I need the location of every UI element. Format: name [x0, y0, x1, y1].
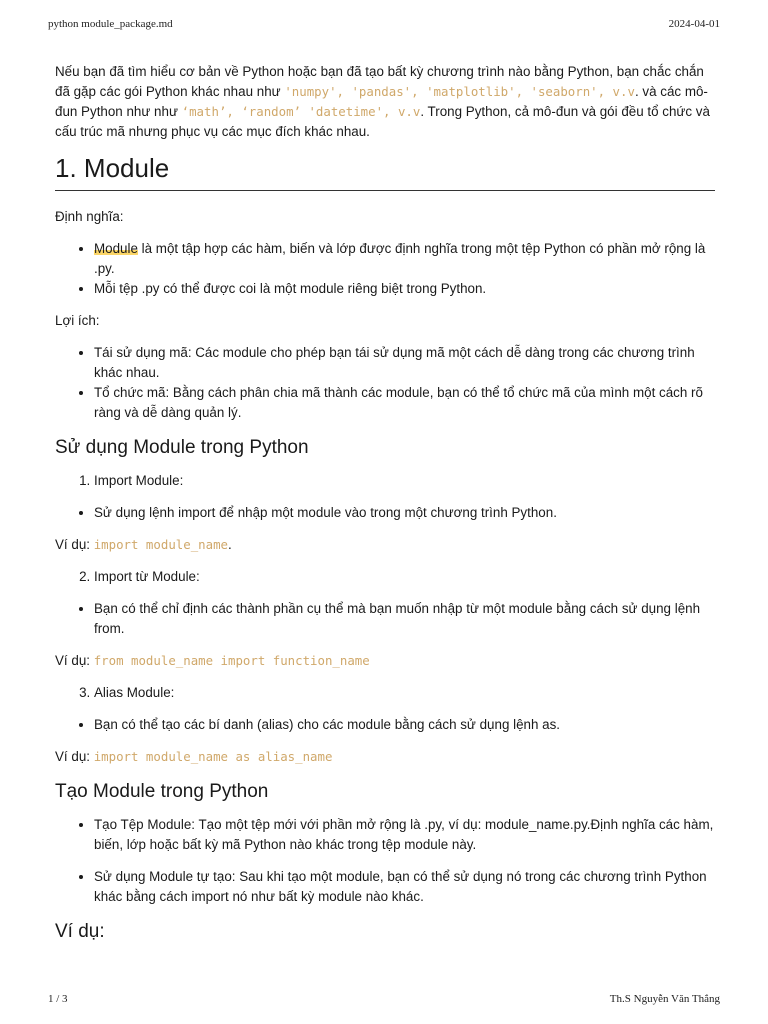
print-header: [48, 18, 720, 30]
intro-text-2: . và các mô-đun Python như như: [55, 84, 708, 119]
list-item: • Tái sử dụng mã: Các module cho phép bạn tái sử dụng mã một cách dễ dàng trong các chương trình khác nhau.: [94, 343, 715, 383]
definition-label: Định nghĩa:: [55, 209, 124, 224]
create-module-list: [55, 815, 715, 907]
page-number: 1 / 3: [48, 993, 68, 1005]
section-heading-create-module: Tạo Module trong Python: [55, 781, 269, 802]
step-list-3: [55, 683, 715, 703]
list-item: • Bạn có thể tạo các bí danh (alias) cho các module bằng cách sử dụng lệnh as.: [94, 715, 715, 735]
example-line: [55, 651, 715, 671]
list-item: • Mỗi tệp .py có thể được coi là một module riêng biệt trong Python.: [94, 279, 715, 299]
list-item-text: là một tập hợp các hàm, biến và lớp được định nghĩa trong một tệp Python có phần mở rộng là .py.: [94, 241, 706, 276]
document-date: 2024-04-01: [668, 18, 720, 30]
example-heading: Ví dụ:: [55, 921, 105, 942]
step-bullets-2: [55, 599, 715, 639]
example-code: from module_name import function_name: [93, 653, 370, 668]
document-body: [55, 62, 715, 955]
example-label: Ví dụ:: [55, 537, 94, 552]
intro-text-1: Nếu bạn đã tìm hiểu cơ bản về Python hoặc bạn đã tạo bất kỳ chương trình nào bằng Python, bạn chắc chắn đã gặp các gói Python khác nhau như: [55, 64, 704, 99]
step-title: 1. Import Module:: [94, 471, 715, 491]
example-suffix: .: [228, 537, 232, 552]
list-item: • Sử dụng lệnh import để nhập một module vào trong một chương trình Python.: [94, 503, 715, 523]
intro-text-3: . Trong Python, cả mô-đun và gói đều tổ chức và cấu trúc mã nhưng phục vụ các mục đích khác nhau.: [55, 104, 710, 139]
highlighted-term: Module: [94, 241, 138, 256]
definition-list: [55, 239, 715, 299]
example-line: [55, 747, 715, 767]
intro-modules-code: ‘math’, ‘random’ 'datetime', v.v: [181, 104, 421, 119]
step-list-2: [55, 567, 715, 587]
example-code: import module_name as alias_name: [93, 749, 333, 764]
list-item: • Bạn có thể chỉ định các thành phần cụ thể mà bạn muốn nhập từ một module bằng cách sử dụng lệnh from.: [94, 599, 715, 639]
benefit-label: Lợi ích:: [55, 313, 100, 328]
step-bullets-3: [55, 715, 715, 735]
document-filename: python module_package.md: [48, 18, 173, 30]
step-title: 2. Import từ Module:: [94, 567, 715, 587]
list-item: [94, 239, 715, 279]
list-item: • Tạo Tệp Module: Tạo một tệp mới với phần mở rộng là .py, ví dụ: module_name.py.Định nghĩa các hàm, biến, lớp hoặc bất kỳ mã Python nào khác trong tệp module này.: [94, 815, 715, 855]
section-heading-module: 1. Module: [55, 152, 715, 191]
example-label: Ví dụ:: [55, 653, 94, 668]
step-title: 3. Alias Module:: [94, 683, 715, 703]
example-label: Ví dụ:: [55, 749, 94, 764]
example-line: [55, 535, 715, 555]
intro-paragraph: [55, 62, 715, 142]
list-item: • Tổ chức mã: Bằng cách phân chia mã thành các module, bạn có thể tổ chức mã của mình một cách rõ ràng và dễ dàng quản lý.: [94, 383, 715, 423]
step-bullets-1: [55, 503, 715, 523]
print-footer: [48, 993, 720, 1005]
intro-packages-code: 'numpy', 'pandas', 'matplotlib', 'seaborn', v.v: [284, 84, 635, 99]
section-heading-using-module: Sử dụng Module trong Python: [55, 437, 309, 458]
example-code: import module_name: [93, 537, 228, 552]
benefit-list: [55, 343, 715, 423]
author-name: Th.S Nguyễn Văn Thắng: [609, 993, 720, 1005]
step-list-1: [55, 471, 715, 491]
list-item: • Sử dụng Module tự tạo: Sau khi tạo một module, bạn có thể sử dụng nó trong các chương trình Python khác bằng cách import nó như bất kỳ module nào khác.: [94, 867, 715, 907]
